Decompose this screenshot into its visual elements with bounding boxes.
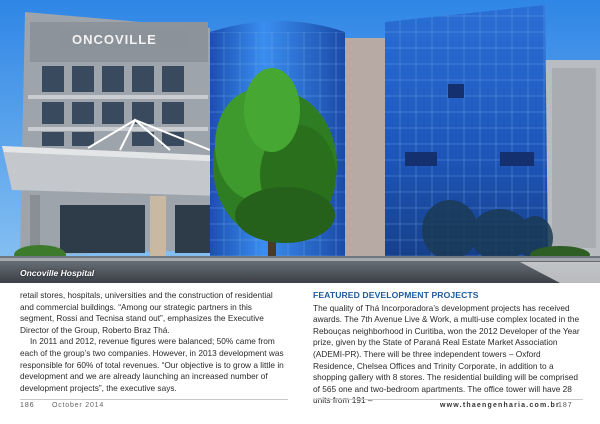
section-heading: FEATURED DEVELOPMENT PROJECTS <box>313 290 479 300</box>
page-number-left: 186 <box>20 402 35 409</box>
right-paragraph: The quality of Thá Incorporadora’s development projects has received awards. The 7th Avenue Live & Work, a multi-use complex located in the Rebouças neighborhood in Curitiba, won the 2012 Developer of the Year prize, given by the State of Paraná Real Estate Market Association (ADEMI-PR). There will be three independent towers – Oxford Residence, Chelsea Offices and Trinity Corporate, in addition to a shopping gallery with 8 stores. The residential building will be comprised of 565 one and two-bedroom apartments. The office tower will have 28 units from 191 – <box>313 302 580 406</box>
issue-date: October 2014 <box>52 402 105 409</box>
oncoville-sign <box>60 30 190 48</box>
left-column <box>20 290 288 394</box>
photo-caption: Oncoville Hospital <box>20 268 95 278</box>
sign-text: ONCOVILLE <box>72 32 157 47</box>
left-paragraph-2: In 2011 and 2012, revenue figures were balanced; 50% came from each of the group’s two companies. However, in 2013 development was responsible for 60% of total revenues. “Our objective is to grow a little in development and we are already launching an increased number of development projects”, the executive says. <box>20 336 284 393</box>
footer-rule-left <box>20 399 288 400</box>
left-paragraph-1: retail stores, hospitals, universities and the construction of residential and commercial buildings. “Among our strategic partners in this segment, Rossi and Tecnisa stand out”, emphasizes the Executive Director of the Group, Roberto Braz Thá. <box>20 290 273 335</box>
right-column <box>313 290 583 407</box>
website-link[interactable]: www.thaengenharia.com.br <box>440 402 560 409</box>
footer-rule-right <box>313 399 583 400</box>
page-number-right: 187 <box>558 402 573 409</box>
